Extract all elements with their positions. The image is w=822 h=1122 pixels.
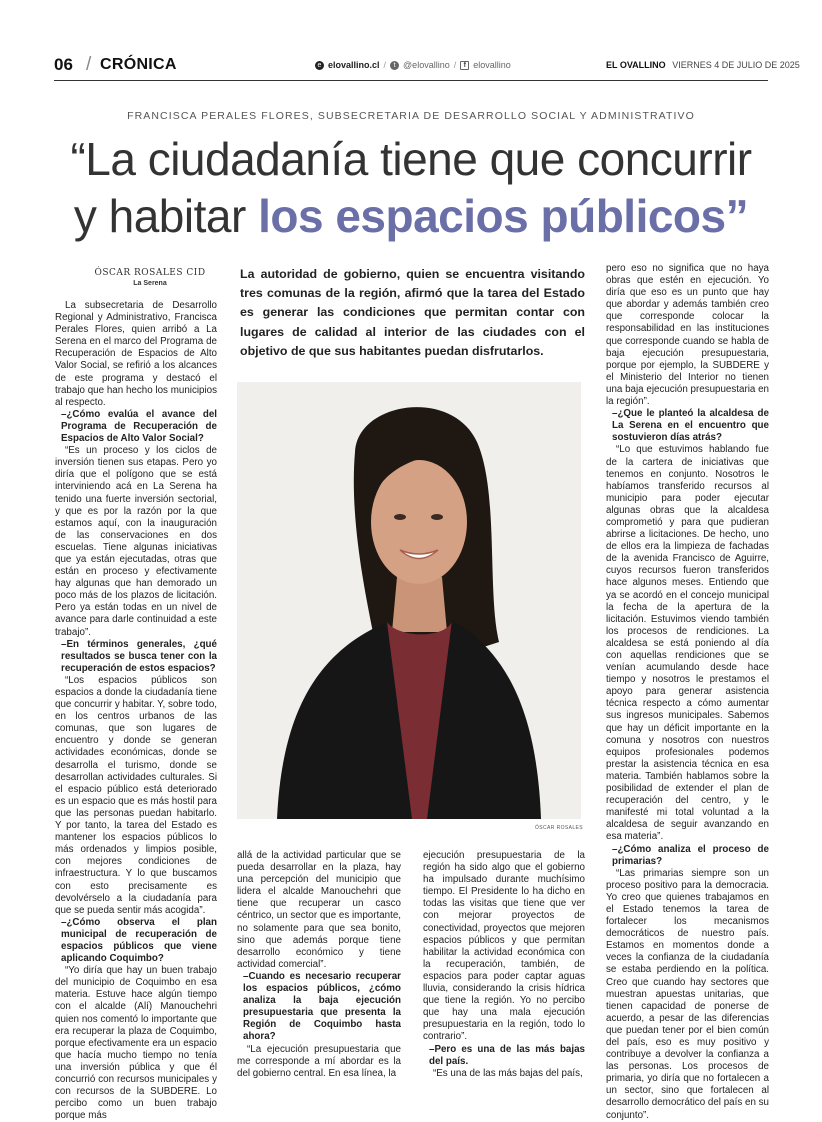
answer: “Es una de las más bajas del país, bbox=[433, 1067, 583, 1079]
twitter-handle[interactable]: @elovallino bbox=[403, 60, 450, 70]
answer: “Las primarias siempre son un proceso positivo para la democracia. Yo creo que quienes trabajamos en el Estado tenemos la tarea de fortalecer los mecanismos democráticos de nuestro país. Estamos en momentos donde a veces la confianza de la ciudadanía se estaba perdiendo en la política. Creo que cuando hay sectores que muestran apuestas unitarias, que tienen capacidad de ponerse de acuerdo, a pesar de las diferencias que puedan tener por el bien común del país, eso es muy positivo y contribuye a devolver la confianza a las personas. Los procesos de primaria, yo diría que no fortalecen a un sector, sino que fortalecen al desarrollo democrático del país en su conjunto”. bbox=[606, 867, 769, 1121]
body-column-3 bbox=[423, 850, 585, 1080]
title-highlight: los espacios públicos” bbox=[258, 190, 749, 242]
body-column-1 bbox=[55, 300, 217, 1122]
header-social bbox=[315, 60, 511, 70]
facebook-handle[interactable]: elovallino bbox=[473, 60, 511, 70]
answer-continued: allá de la actividad particular que se pueda desarrollar en la plaza, hay una percepción del municipio que lidera el alcalde Manouchehri que tiene que recuperar un casco céntrico, un sector que es importante, no solamente para que sea bonito, sino que además porque tiene desarrollo económico y tiene actividad comercial”. bbox=[237, 850, 401, 970]
section-name: CRÓNICA bbox=[100, 56, 177, 73]
answer: “Yo diría que hay un buen trabajo del municipio de Coquimbo en esa materia. Estuve hace algún tiempo con el alcalde (Alí) Manouchehri quien nos comentó lo importante que era recuperar la plaza de Coquimbo, porque efectivamente era un espacio que hacía mucho tiempo no tenía una inversión pública y que él concurrió con recursos municipales y con recursos de la SUBDERE. Lo percibo como un buen trabajo porque más bbox=[55, 965, 217, 1122]
portrait-photo bbox=[237, 382, 581, 819]
facebook-icon: f bbox=[460, 61, 469, 70]
page-number: 06 bbox=[54, 55, 73, 74]
question: –¿Cómo analiza el proceso de primarias? bbox=[612, 843, 769, 867]
question: –Cuando es necesario recuperar los espacios públicos, ¿cómo analiza la baja ejecución presupuestaria que presenta la Región de Coquimbo hasta ahora? bbox=[243, 970, 401, 1043]
issue-date: VIERNES 4 DE JULIO DE 2025 bbox=[672, 60, 800, 70]
byline-location: La Serena bbox=[133, 280, 167, 287]
header-separator: / bbox=[383, 60, 387, 70]
question: –¿Cómo evalúa el avance del Programa de Recuperación de Espacios de Alto Valor Social? bbox=[61, 408, 217, 445]
article-lead: La autoridad de gobierno, quien se encuentra visitando tres comunas de la región, afirmó que la tarea del Estado es generar las condiciones que permitan contar con lugares de calidad al interior de las ciudades con el objetivo de que sus habitantes puedan disfrutarlos. bbox=[240, 267, 585, 358]
article-title-line1: “La ciudadanía tiene que concurrir bbox=[70, 133, 752, 185]
question: –¿Cómo observa el plan municipal de recuperación de espacios públicos que viene aplicando Coquimbo? bbox=[61, 916, 217, 965]
answer-continued: ejecución presupuestaria de la región ha sido algo que el gobierno ha impulsado durante muchísimo tiempo. El Presidente lo ha dicho en todas las visitas que tiene que ver con mejorar proyectos de conectividad, proyectos que mejoren espacios públicos y que permitan habilitar la actividad económica con la recuperación, también, de espacios para poder captar aguas lluvia, considerando la crisis hídrica que tiene la región. Yo no percibo que hay una mala ejecución presupuestaria en la región, todo lo contrario”. bbox=[423, 850, 585, 1043]
answer: “Lo que estuvimos hablando fue de la cartera de iniciativas que tenemos en conjunto. Nosotros le habíamos transferido recursos al municipio para poder ejecutar algunas obras que la alcaldesa comprometió y para que pudieran abrirse a licitaciones. De hecho, uno de ellos era la limpieza de fachadas de la avenida Francisco de Aguirre, cuyos recursos fueron transferidos hace algunos meses. Entiendo que ya se acordó en el concejo municipal la fecha de la apertura de la licitación. Estuvimos viendo también los procesos de rendiciones. La alcaldesa se está poniendo al día con aquellas rendiciones que se venían acumulando desde hace tiempo y nosotros le prestamos el apoyo para generar asistencia técnica respecto a cómo aumentar sus ingresos municipales. Sabemos que hay un déficit importante en la comuna y nosotros con nuestros equipos profesionales podemos prestar la asistencia técnica en esa materia. También hablamos sobre la posibilidad de extender el plan de recuperación del centro, y le manifesté mi total voluntad a la alcaldesa de seguir avanzando en esa materia”. bbox=[606, 444, 769, 843]
answer: “La ejecución presupuestaria que me corresponde a mí abordar es la del gobierno central. En esa línea, la bbox=[237, 1043, 401, 1079]
answer-continued: pero eso no significa que no haya obras que estén en ejecución. Yo diría que eso es un punto que hay que abordar y además también creo que corresponde colocar la responsabilidad en las instituciones que corresponde cuando se habla de baja ejecución presupuestaria, porque por ejemplo, la SUBDERE y el Ministerio del Interior no tienen una baja ejecución presupuestaria en la región”. bbox=[606, 263, 769, 408]
photo-credit: ÓSCAR ROSALES bbox=[535, 825, 583, 831]
header-slash: / bbox=[86, 54, 92, 75]
header-masthead bbox=[606, 60, 800, 70]
globe-icon: e bbox=[315, 61, 324, 70]
answer: “Los espacios públicos son espacios a donde la ciudadanía tiene que concurrir y habitar. Y, sobre todo, en los centros urbanos de las comunas, que son lugares de encuentro y donde se generan actividades económicas, donde se desarrolla el turismo, donde se desarrollan actividades culturales. Si el espacio público está deteriorado es un espacio que es más hostil para que las personas puedan habitarlo. Y por tanto, la tarea del Estado es mantener los espacios públicos lo más ordenados y limpios posible, con mejores condiciones de infraestructura. Y lo que buscamos con esto precisamente es devolvérselo a la ciudadanía para que se pueda sentir más acogida”. bbox=[55, 674, 217, 916]
newspaper-brand: EL OVALLINO bbox=[606, 60, 666, 70]
question: –Pero es una de las más bajas del país. bbox=[429, 1043, 585, 1067]
header-rule bbox=[54, 80, 768, 81]
website-link[interactable]: elovallino.cl bbox=[328, 60, 380, 70]
answer: “Es un proceso y los ciclos de inversión tienen sus etapas. Pero yo diría que el polígono que se está interviniendo acá en La Serena ha tenido una fuerte inversión sectorial, y que es por la razón por la que estamos aquí, con la inauguración de las conservaciones en dos escuelas. Tiene algunas iniciativas que ya están ejecutadas, otras que están en proceso y efectivamente hay algunas que han demorado un poco más de los plazos de licitación. Pero ya están todas en un nivel de avance para darle continuidad a este trabajo”. bbox=[55, 445, 217, 638]
byline-author: ÓSCAR ROSALES CID bbox=[94, 268, 206, 278]
header-separator: / bbox=[453, 60, 457, 70]
title-plain: y habitar bbox=[73, 190, 259, 242]
article-title-line2 bbox=[20, 190, 802, 242]
body-column-4 bbox=[606, 263, 769, 1122]
body-column-2 bbox=[237, 850, 401, 1080]
twitter-icon: t bbox=[390, 61, 399, 70]
article-kicker: FRANCISCA PERALES FLORES, SUBSECRETARIA DE DESARROLLO SOCIAL Y ADMINISTRATIVO bbox=[127, 110, 695, 122]
question: –¿Que le planteó la alcaldesa de La Serena en el encuentro que sostuvieron días atrás? bbox=[612, 408, 769, 444]
question: –En términos generales, ¿qué resultados se busca tener con la recuperación de estos espacios? bbox=[61, 638, 217, 674]
paragraph: La subsecretaria de Desarrollo Regional y Administrativo, Francisca Perales Flores, quien arribó a La Serena en el marco del Programa de Recuperación de Espacios de Alto Valor Social, se refirió a los alcances de este programa y destacó el trabajo que han hecho los municipios al respecto. bbox=[55, 300, 217, 408]
